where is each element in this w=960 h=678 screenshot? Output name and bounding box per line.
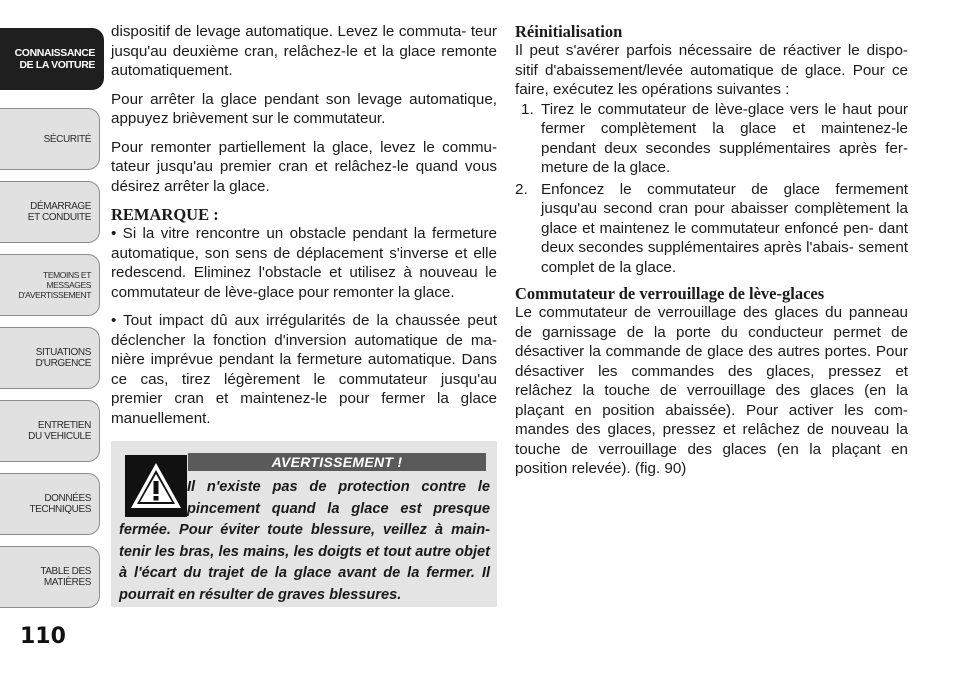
tab-label: D'URGENCE [35,358,91,369]
tab-label: DÉMARRAGE [30,201,91,212]
paragraph: dispositif de levage automatique. Levez le commuta- teur jusqu'au deuxième cran, relâchez-le et la glace remonte automatiquement. [111,23,497,79]
tab-label: TECHNIQUES [29,504,91,515]
tab-label: SÉCURITÉ [43,133,91,145]
warning-text-block [119,477,490,607]
tab-label: CONNAISSANCE [14,47,95,59]
paragraph: Le commutateur de verrouillage des glaces du panneau de garnissage de la porte du conducteur permet de désactiver la commande de glace des autres portes. Pour désactiver les commandes des glaces, pressez et relâchez la touche de verrouillage des glaces (en la plaçant en position abaissée). Pour activer les com- mandes des glaces, pressez et relâchez de nouveau la touche de verrouillage des glaces (en la plaçant en position relevée). (fig. 90) [515,304,908,477]
bullet-item: • Si la vitre rencontre un obstacle pendant la fermeture automatique, son sens de déplacement s'inverse et elle redescend. Eliminez l'obstacle et utilisez à nouveau le commutateur de lève-glace pour remonter la glace. [111,225,497,301]
tab-label: DU VEHICULE [28,431,91,442]
tab-label: MATIÈRES [43,577,91,588]
tab-label: ET CONDUITE [27,212,91,223]
step-text: Tirez le commutateur de lève-glace vers le haut pour fermer complètement la glace et maintenez-le pendant deux secondes supplémentaires après fer- meture de la glace. [541,100,908,176]
tab-label: ENTRETIEN [37,420,91,431]
tab-connaissance-voiture[interactable] [0,28,104,90]
tab-label: TEMOINS ET [43,270,91,280]
warning-text: Il n'existe pas de protection contre le pincement quand la glace est presque fermée. Pour éviter toute blessure, veillez à main- tenir les bras, les mains, les doigts et tout autre objet à l'écart du trajet de la glace avant de la fermer. Il pourrait en résulter de graves blessures. [119,479,490,603]
step-number: 1. [521,100,534,118]
tab-table-matieres[interactable] [0,546,100,608]
paragraph: Il peut s'avérer parfois nécessaire de réactiver le dispo- sitif d'abaissement/levée automatique de glace. Pour ce faire, exécutez les opérations suivantes : [515,42,908,98]
step-text: Enfoncez le commutateur de glace fermement jusqu'au second cran pour abaisser complètement la glace et maintenez le commutateur enfoncé pen- dant deux secondes supplémentaires après l'abais- sement complet de la glace. [541,180,908,276]
tab-temoins-messages[interactable] [0,254,100,316]
section-heading-verrouillage: Commutateur de verrouillage de lève-glaces [515,284,825,303]
tab-donnees-techniques[interactable] [0,473,100,535]
section-heading-reinitialisation: Réinitialisation [515,22,623,41]
icon-spacer [119,477,187,519]
warning-title: AVERTISSEMENT ! [188,453,486,471]
page-number: 110 [20,624,66,649]
tab-label: SITUATIONS [35,347,91,358]
tab-demarrage-conduite[interactable] [0,181,100,243]
warning-box [111,441,497,607]
step-number: 2. [515,180,528,198]
remark-heading: REMARQUE : [111,205,219,224]
left-column [111,22,497,437]
tab-label: TABLE DES [40,566,91,577]
tab-label: D'AVERTISSEMENT [18,290,91,300]
tab-label: DONNÉES [44,493,91,504]
list-item [515,180,908,278]
bullet-item: • Tout impact dû aux irrégularités de la chaussée peut déclencher la fonction d'inversion automatique de ma- nière imprévue pendant la fermeture automatique. Dans ce cas, tirez légèrement le commutateur jusqu'au premier cran et maintenez-le pour fermer la glace manuellement. [111,312,497,427]
tab-entretien-vehicule[interactable] [0,400,100,462]
tab-label: MESSAGES [46,280,91,290]
steps-list [515,100,908,278]
tab-securite[interactable] [0,108,100,170]
paragraph: Pour arrêter la glace pendant son levage automatique, appuyez brièvement sur le commutateur. [111,90,497,127]
list-item [515,100,908,178]
tab-situations-urgence[interactable] [0,327,100,389]
paragraph: Pour remonter partiellement la glace, levez le commu- tateur jusqu'au premier cran et relâchez-le quand vous désirez arrêter la glace. [111,138,497,195]
tab-label: DE LA VOITURE [19,59,95,71]
right-column [515,22,908,488]
